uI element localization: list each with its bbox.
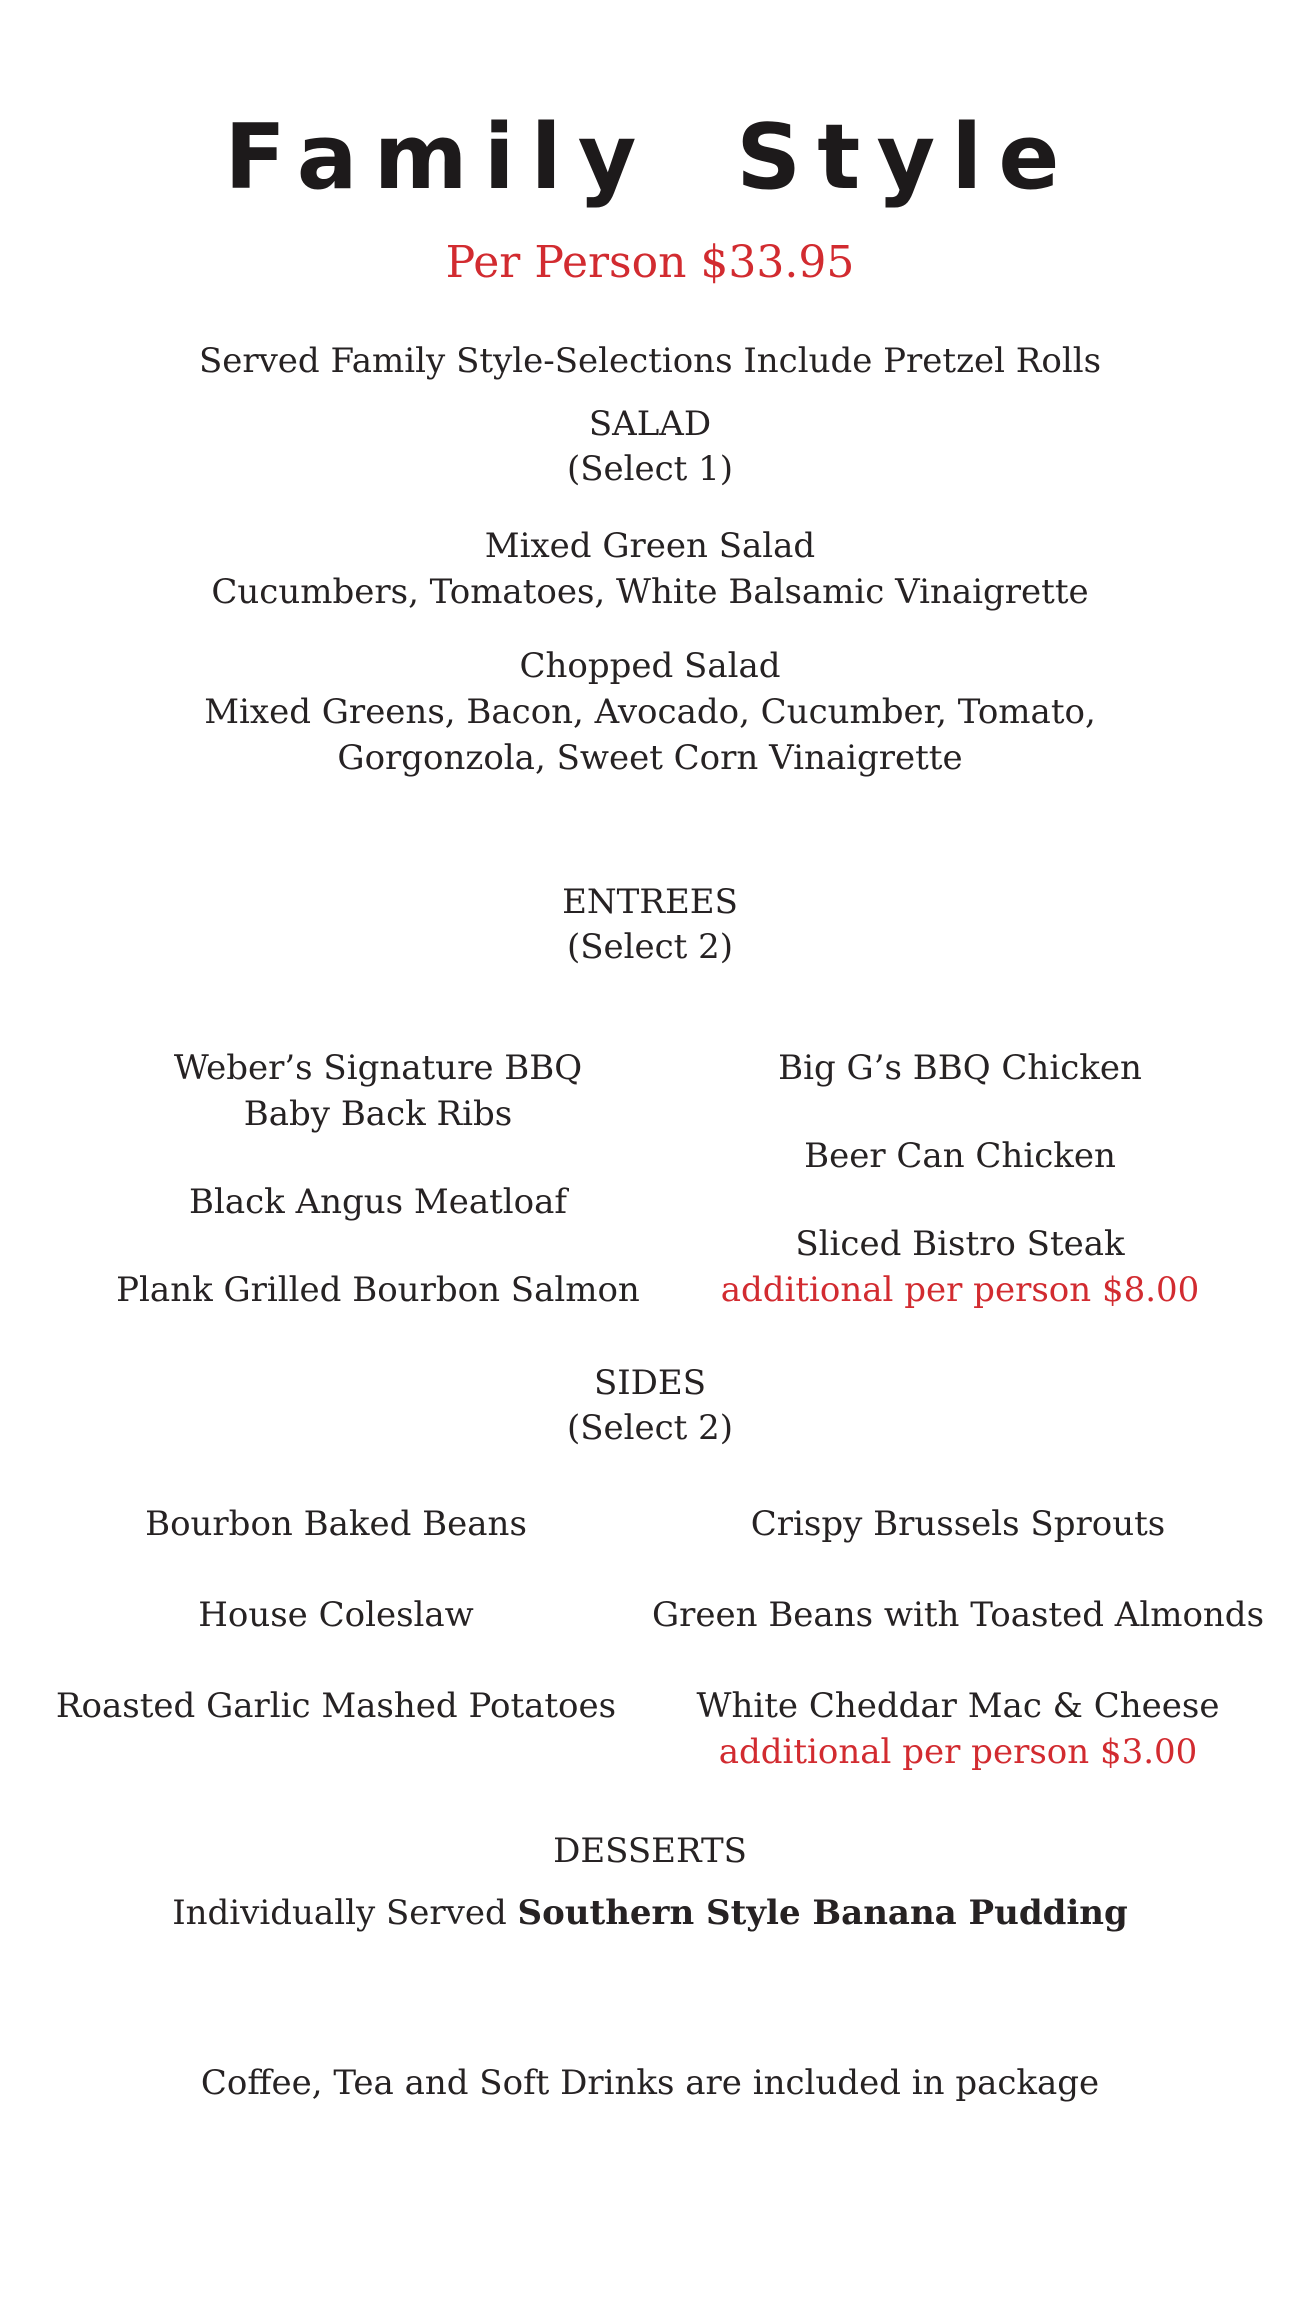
salad-heading: SALAD: [588, 404, 712, 444]
item-name: White Cheddar Mac & Cheese: [696, 1686, 1220, 1726]
menu-item: [669, 1221, 1251, 1313]
item-name: Beer Can Chicken: [804, 1136, 1116, 1176]
menu-item: [87, 1179, 669, 1225]
sides-columns: [25, 1501, 1269, 1775]
menu-item: [0, 643, 1300, 781]
item-surcharge: additional per person $3.00: [718, 1732, 1198, 1772]
beverages-included-note: Coffee, Tea and Soft Drinks are included in package: [200, 2063, 1100, 2103]
serving-note: Served Family Style-Selections Include Pretzel Rolls: [198, 341, 1102, 381]
item-desc: Gorgonzola, Sweet Corn Vinaigrette: [337, 738, 963, 778]
family-style-menu-page: [0, 105, 1300, 2308]
menu-item: [25, 1501, 647, 1547]
item-name: Sliced Bistro Steak: [795, 1224, 1125, 1264]
salad-section-header: [0, 402, 1300, 492]
menu-item: [25, 1592, 647, 1638]
item-name: Green Beans with Toasted Almonds: [651, 1595, 1265, 1635]
entrees-select-note: (Select 2): [566, 927, 734, 967]
item-name: Plank Grilled Bourbon Salmon: [116, 1270, 640, 1310]
menu-item: [25, 1683, 647, 1775]
menu-item: [87, 1267, 669, 1313]
menu-item: [87, 1045, 669, 1137]
menu-item: [669, 1133, 1251, 1179]
menu-item: [0, 523, 1300, 615]
salad-select-note: (Select 1): [566, 449, 734, 489]
item-name: Big G’s BBQ Chicken: [778, 1048, 1142, 1088]
item-surcharge: additional per person $8.00: [720, 1270, 1200, 1310]
item-name: Chopped Salad: [519, 646, 781, 686]
menu-item: [647, 1683, 1269, 1775]
desserts-section-header: [0, 1829, 1300, 1874]
entrees-heading: ENTREES: [562, 882, 738, 922]
item-name: Mixed Green Salad: [484, 526, 816, 566]
item-name: Baby Back Ribs: [243, 1094, 513, 1134]
entrees-section-header: [0, 880, 1300, 970]
item-desc: Mixed Greens, Bacon, Avocado, Cucumber, Tomato,: [204, 692, 1096, 732]
desserts-heading: DESSERTS: [553, 1831, 747, 1871]
entrees-right-column: [669, 1045, 1251, 1313]
item-name: Black Angus Meatloaf: [188, 1182, 568, 1222]
item-desc: Cucumbers, Tomatoes, White Balsamic Vinaigrette: [211, 572, 1089, 612]
item-name: Roasted Garlic Mashed Potatoes: [55, 1686, 617, 1726]
menu-item: [647, 1592, 1269, 1638]
item-name: Crispy Brussels Sprouts: [750, 1504, 1166, 1544]
menu-item: [0, 1890, 1300, 1936]
sides-select-note: (Select 2): [566, 1408, 734, 1448]
price-per-person: Per Person $33.95: [445, 237, 855, 288]
entrees-columns: [87, 1045, 1251, 1313]
entrees-left-column: [87, 1045, 669, 1313]
item-serving-prefix: Individually Served: [172, 1893, 507, 1933]
sides-heading: SIDES: [593, 1363, 707, 1403]
menu-item: [647, 1501, 1269, 1547]
page-title: Family Style: [224, 105, 1076, 210]
item-name: Southern Style Banana Pudding: [517, 1893, 1128, 1933]
item-name: Weber’s Signature BBQ: [173, 1048, 583, 1088]
sides-section-header: [0, 1361, 1300, 1451]
item-name: House Coleslaw: [198, 1595, 474, 1635]
item-name: Bourbon Baked Beans: [145, 1504, 527, 1544]
menu-item: [669, 1045, 1251, 1091]
